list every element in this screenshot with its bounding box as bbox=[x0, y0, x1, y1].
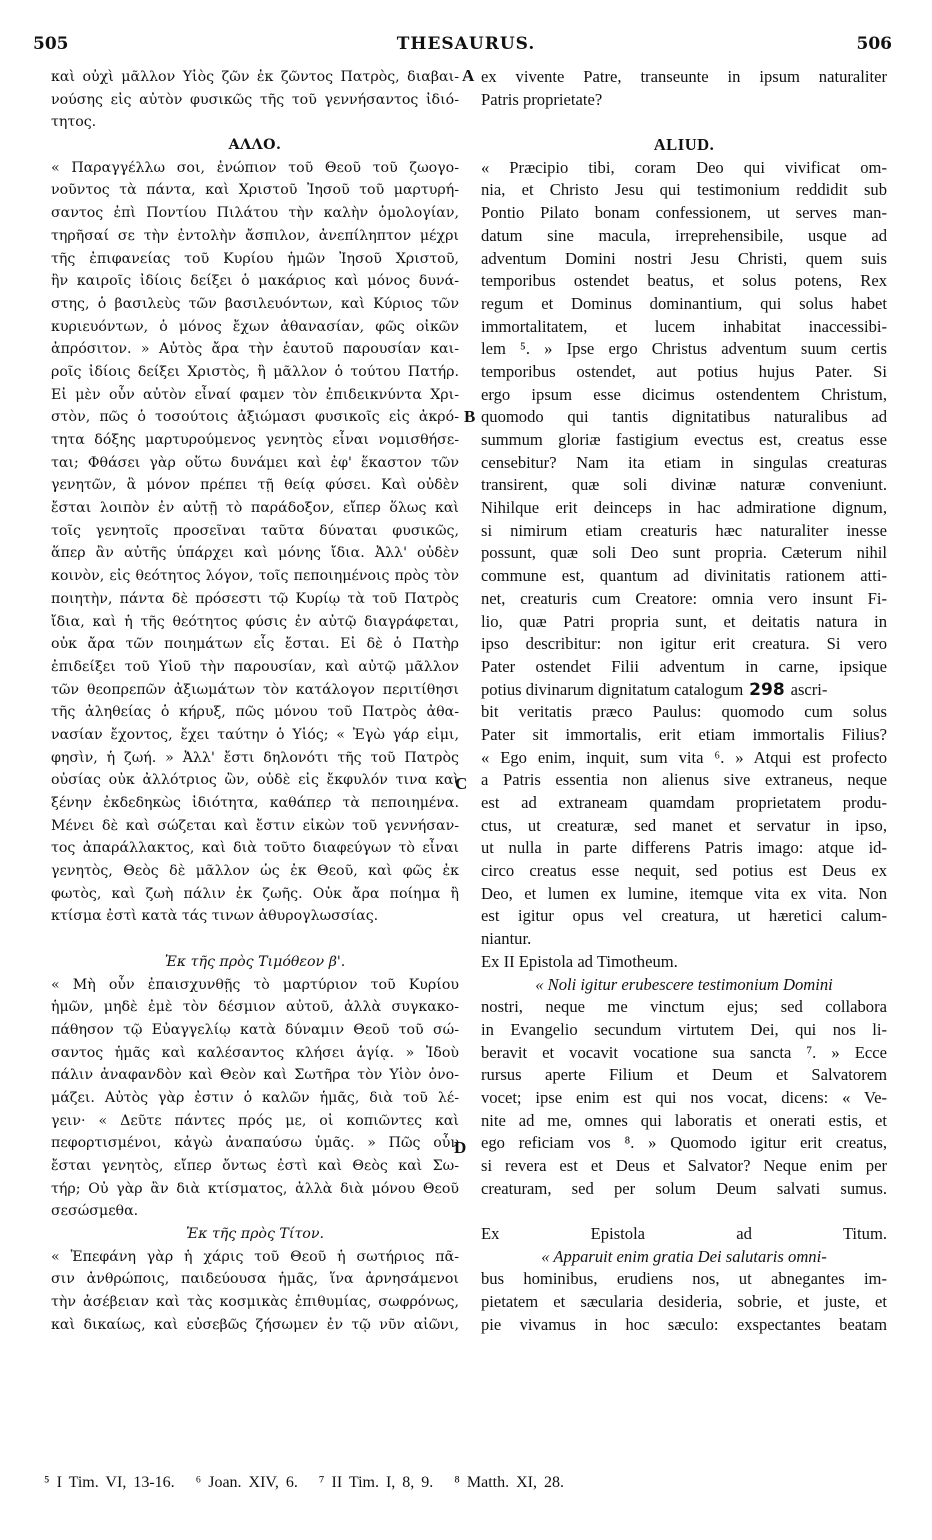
text-line: ex vivente Patre, transeunte in ipsum naturaliter bbox=[481, 67, 887, 86]
text-line: beravit et vocavit vocatione sua sancta ⁷. » Ecce bbox=[481, 1042, 887, 1062]
text-line: adventum Domini nostri Jesu Christi, quem suis bbox=[481, 248, 887, 268]
text-line: niantur. bbox=[481, 929, 532, 949]
text-line: Ἐκ τῆς πρὸς Τιμόθεον β'. bbox=[164, 953, 346, 970]
text-line: τητα δόξης μαρτυρούμενος γενητὸς εἶναι νομισθήσε- bbox=[51, 432, 459, 448]
text-line: Ἐκ τῆς πρὸς Τίτον. bbox=[186, 1226, 324, 1243]
text-line: ἡμῶν, μηδὲ ἐμὲ τὸν δέσμιον αὐτοῦ, ἀλλὰ συγκακο- bbox=[51, 999, 459, 1016]
text-line: τηρῆσαί σε τὴν ἐντολὴν ἄσπιλον, ἀνεπίληπτον μέχρι bbox=[51, 227, 459, 244]
text-line: Deo, et lumen ex lumine, itemque vita ex vita. Non bbox=[481, 883, 887, 903]
margin-marker-a: A bbox=[462, 66, 475, 85]
text-line: creaturam, sed per solum Deum salvati sumus. bbox=[481, 1178, 887, 1198]
text-line: φωτὸς, καὶ ζωὴ πάλιν ἐκ ζωῆς. Οὐκ ἄρα ποίημα ἢ bbox=[51, 885, 459, 902]
page-number-left: 505 bbox=[33, 34, 69, 54]
text-line: Nihilque erit deinceps in hac admiratione dignum, bbox=[481, 498, 887, 518]
latin-column bbox=[481, 66, 887, 1337]
text-line: ergo ipsum esse dicimus ostendentem Christum, bbox=[481, 384, 887, 404]
text-line: net, creaturis cum Creatore: omnia vero insunt Fi- bbox=[481, 588, 887, 608]
margin-marker-d: D bbox=[454, 1138, 467, 1157]
text-line: νοῦντος τὰ πάντα, καὶ Χριστοῦ Ἰησοῦ τοῦ μαρτυρή- bbox=[51, 182, 459, 199]
text-line: πάθησον τῷ Εὐαγγελίῳ κατὰ δύναμιν Θεοῦ τοῦ σώ- bbox=[51, 1021, 459, 1038]
text-line: vocet; ipse enim est qui nos vocat, dicens: « Ve- bbox=[481, 1087, 887, 1107]
text-line: σαντος ἡμᾶς καὶ καλέσαντος κλήσει ἁγίᾳ. » Ἰδοὺ bbox=[51, 1044, 459, 1061]
text-line: nite ad me, omnes qui laboratis et onerati estis, et bbox=[481, 1110, 887, 1130]
text-line: φησὶν, ἡ ζωή. » Ἀλλ' ἔστι δηλονότι τῆς τοῦ Πατρὸς bbox=[51, 749, 459, 766]
text-line: « Ego enim, inquit, sum vita ⁶. » Atqui est profecto bbox=[481, 747, 887, 767]
text-line: « Præcipio tibi, coram Deo qui vivificat om- bbox=[481, 157, 887, 177]
text-line: κτίσμα ἐστὶ κατὰ τάς τινων ἀθυρογλωσσίας. bbox=[51, 908, 379, 925]
text-line: τῆς ἐπιφανείας τοῦ Κυρίου ἡμῶν Ἰησοῦ Χριστοῦ, bbox=[51, 250, 459, 267]
column-number: 298 bbox=[743, 679, 791, 700]
text-line: τοῖς γενητοῖς προσεῖναι ταῦτα δύναται φυσικῶς, bbox=[51, 522, 459, 539]
text-line: μάζει. Αὐτὸς γὰρ ἐστιν ὁ καλῶν ἡμᾶς, διὰ τοῦ λέ- bbox=[51, 1089, 459, 1106]
text-line: in Evangelio secundum virtutem Dei, qui nos li- bbox=[481, 1019, 887, 1039]
text-line: commune est, quantum ad divinitatis rationem atti- bbox=[481, 566, 887, 586]
blank-line bbox=[481, 1200, 887, 1223]
text-line: Pontio Pilato bonam confessionem, ut serves man- bbox=[481, 203, 887, 223]
text-line: ἐπιδείξει τοῦ Υἱοῦ τὴν παρουσίαν, καὶ αὐτῷ μᾶλλον bbox=[51, 658, 459, 675]
text-line: νασίαν ἔχοντος, ἔχει ταύτην ὁ Υἱός; « Ἐγὼ γάρ εἰμι, bbox=[51, 726, 459, 743]
text-line: est igitur opus vel creatura, ut hæretici calum- bbox=[481, 906, 887, 926]
text-line: « Παραγγέλλω σοι, ἐνώπιον τοῦ Θεοῦ τοῦ ζωογο- bbox=[51, 159, 459, 176]
text-line: temporibus ostendet beatus, et solus potens, Rex bbox=[481, 271, 887, 291]
text-line: Pater ostendet Filii adventum in carne, ipsique bbox=[481, 656, 887, 676]
greek-column bbox=[51, 66, 459, 1337]
text-line: regum et Dominus dominantium, qui solus habet bbox=[481, 293, 887, 313]
text-line: ἀπρόσιτον. » Αὐτὸς ἄρα τὴν ἑαυτοῦ παρουσίαν και- bbox=[51, 341, 459, 358]
footnote: ⁸ Matth. XI, 28. bbox=[454, 1474, 564, 1491]
text-line: temporibus ostendet, aut potius hujus Pater. Si bbox=[481, 361, 887, 381]
text-line: pietatem et sæcularia desideria, sobrie, et juste, et bbox=[481, 1292, 887, 1312]
text-line: possunt, quæ soli Deo sunt propria. Cæterum nihil bbox=[481, 543, 887, 563]
text-line: Μένει δὲ καὶ σώζεται καὶ ἔστιν εἰκὼν τοῦ γεννήσαν- bbox=[51, 817, 459, 834]
text-line: ΑΛΛΟ. bbox=[228, 137, 282, 154]
text-line: ἴδια, καὶ ἡ τῆς θεότητος φύσις ἐν αὐτῷ διαγράφεται, bbox=[51, 613, 459, 630]
text-line: στὸν, πῶς ὁ τοσούτοις ἀξιώμασι φυσικοῖς εἰς ἀκρό- bbox=[51, 409, 459, 426]
text-line: « Apparuit enim gratia Dei salutaris omni- bbox=[541, 1246, 827, 1266]
text-line: summum gloriæ fastigium evectus est, creatus esse bbox=[481, 430, 887, 449]
blank-line bbox=[481, 111, 887, 134]
text-line: pie vivamus in hoc sæculo: exspectantes beatam bbox=[481, 1314, 887, 1334]
text-line: ctus, ut creaturæ, sed manet et servatur in ipso, bbox=[481, 815, 887, 835]
text-line: τὴν ἀσέβειαν καὶ τὰς κοσμικὰς ἐπιθυμίας, σωφρόνως, bbox=[51, 1294, 459, 1311]
text-line: τητος. bbox=[51, 114, 97, 131]
text-line: καὶ δικαίως, καὶ εὐσεβῶς ζήσωμεν ἐν τῷ νῦν αἰῶνι, bbox=[51, 1316, 459, 1333]
text-line: καὶ οὐχὶ μᾶλλον Υἱὸς ζῶν ἐκ ζῶντος Πατρὸς, διαβαι- bbox=[51, 69, 459, 85]
text-line: Εἰ μὲν οὖν αὐτὸν εἶναί φαμεν τὸν ἐπιδεικνύντα Χρι- bbox=[51, 386, 459, 403]
text-line: πεφορτισμένοι, κἀγὼ ἀναπαύσω ὑμᾶς. » Πῶς οὖν bbox=[51, 1135, 459, 1152]
text-line: τῶν θεοπρεπῶν ἀξιωμάτων τὸν κατάλογον περιτίθησι bbox=[51, 681, 459, 698]
text-line: Ex II Epistola ad Timotheum. bbox=[481, 951, 678, 971]
text-line: τήρ; Οὐ γὰρ ἂν διὰ κτίσματος, ἀλλὰ διὰ μόνου Θεοῦ bbox=[51, 1180, 459, 1197]
footnote: ⁶ Joan. XIV, 6. bbox=[195, 1474, 298, 1491]
text-line: γειν· « Δεῦτε πάντες πρός με, οἱ κοπιῶντες καὶ bbox=[51, 1112, 459, 1129]
text-line: lio, quæ Patri propria sunt, et deitatis natura in bbox=[481, 611, 887, 631]
footnote: ⁵ I Tim. VI, 13-16. bbox=[44, 1474, 175, 1491]
text-line: ut nulla in parte differens Patris imago: atque id- bbox=[481, 838, 887, 858]
text-line: σεσώσμεθα. bbox=[51, 1203, 139, 1220]
text-line: οὐσίας οὐκ ἀλλότριος ὢν, οὐδὲ εἰς ἔκφυλόν τινα καὶ bbox=[51, 772, 459, 789]
text-line: ἣν καιροῖς ἰδίοις δείξει ὁ μακάριος καὶ μόνος δυνά- bbox=[51, 273, 459, 290]
text-line: censebitur? Nam ita etiam in singulas creaturas bbox=[481, 452, 887, 472]
text-line: γενητὸς, Θεὸς δὲ μᾶλλον ὡς ἐκ Θεοῦ, καὶ φῶς ἐκ bbox=[51, 863, 459, 880]
text-line: quomodo qui tantis dignitatibus naturalibus ad bbox=[481, 407, 887, 427]
text-line: σαντος ἐπὶ Ποντίου Πιλάτου τὴν καλὴν ὁμολογίαν, bbox=[51, 205, 459, 222]
text-line: πάλιν ἀναφανδὸν καὶ Θεὸν καὶ Σωτῆρα τὸν Υἱὸν ὀνο- bbox=[51, 1067, 459, 1084]
text-line: bit veritatis præco Paulus: quomodo cum solus bbox=[481, 702, 887, 722]
text-line: circo creatus esse nequit, sed potius est Deus ex bbox=[481, 861, 887, 881]
text-line: ξένην ἐκδεδηκὼς ἰδιότητα, καθάπερ τὰ πεποιημένα. bbox=[51, 795, 459, 811]
text-line: ego reficiam vos ⁸. » Quomodo igitur erit creatus, bbox=[481, 1133, 887, 1153]
running-title: THESAURUS. bbox=[396, 34, 536, 54]
text-line: « Noli igitur erubescere testimonium Domini bbox=[535, 974, 833, 994]
text-line: οὐκ ἄρα τῶν ποιημάτων εἷς ἔσται. Εἰ δὲ ὁ Πατὴρ bbox=[51, 636, 459, 653]
text-line: datum sine macula, irreprehensibile, usque ad bbox=[481, 225, 887, 245]
text-line: κυριευόντων, ὁ μόνος ἔχων ἀθανασίαν, φῶς οἰκῶν bbox=[51, 318, 459, 335]
text-line: τος ἀπαράλλακτος, καὶ διὰ τοῦτο διαφεύγων τὸ εἶναι bbox=[51, 840, 459, 857]
margin-marker-b: B bbox=[464, 407, 476, 426]
margin-marker-c: C bbox=[455, 774, 468, 793]
text-line: στης, ὁ βασιλεὺς τῶν βασιλευόντων, καὶ Κύριος τῶν bbox=[51, 295, 459, 312]
text-line: lem ⁵. » Ipse ergo Christus adventum suum certis bbox=[481, 339, 887, 359]
text-line: bus hominibus, erudiens nos, ut abnegantes im- bbox=[481, 1269, 887, 1289]
blank-line bbox=[51, 928, 459, 951]
text-line: a Patris essentia non alienus sive extraneus, neque bbox=[481, 770, 887, 790]
text-line: κοινὸν, εἰς θεότητος λόγον, τοῖς πεποιημένοις πρὸς τὸν bbox=[51, 568, 459, 585]
page-header bbox=[0, 34, 932, 58]
text-line: ipso describitur: non igitur erit creatura. Si vero bbox=[481, 634, 887, 654]
text-line: potius divinarum dignitatum catalogum 298 ascri- bbox=[481, 679, 828, 700]
text-line: si nimirum etiam creaturis hæc naturaliter inesse bbox=[481, 520, 887, 540]
text-line: γενητῶν, ἃ μόνον πρέπει τῇ θείᾳ φύσει. Καὶ οὐδὲν bbox=[51, 477, 459, 494]
text-line: « Μὴ οὖν ἐπαισχυνθῇς τὸ μαρτύριον τοῦ Κυρίου bbox=[51, 976, 459, 993]
text-line: τῆς ἀληθείας ὁ κήρυξ, πῶς μόνου τοῦ Πατρὸς ἀθα- bbox=[51, 704, 459, 721]
text-line: Pater sit immortalis, erit etiam immortalis Filius? bbox=[481, 724, 887, 744]
text-line: σιν ἀνθρώποις, παιδεύουσα ἡμᾶς, ἵνα ἀρνησάμενοι bbox=[51, 1271, 459, 1288]
text-line: ροῖς ἰδίοις δείξει Χριστὸς, ἢ μᾶλλον ὁ τούτου Πατήρ. bbox=[51, 363, 459, 380]
text-line: ἅπερ ἂν αὐτῆς ὑπάρχει καὶ μόνης ἴδια. Ἀλλ' οὐδὲν bbox=[51, 545, 459, 562]
text-line: nia, et Christo Jesu qui testimonium reddidit sub bbox=[481, 180, 887, 200]
text-line: Ex Epistola ad Titum. bbox=[481, 1224, 887, 1244]
text-line: ποιητὴν, πάντα δὲ πρόσεστι τῷ Κυρίῳ τὰ τοῦ Πατρὸς bbox=[51, 590, 459, 607]
text-line: immortalitatem, et lucem inhabitat inaccessibi- bbox=[481, 316, 887, 336]
text-line: si revera est et Deus et Salvator? Neque enim per bbox=[481, 1156, 887, 1175]
text-line: Patris proprietate? bbox=[481, 89, 603, 109]
page-number-right: 506 bbox=[856, 34, 892, 54]
footnotes bbox=[44, 1474, 578, 1492]
text-line: νούσης εἰς αὐτὸν φυσικῶς τῆς τοῦ γεννήσαντος ἰδιό- bbox=[51, 91, 459, 108]
hyphenated-word: ascri- bbox=[790, 679, 828, 699]
text-line: est ad extraneam quamdam proprietatem produ- bbox=[481, 793, 887, 812]
text-line: ALIUD. bbox=[653, 135, 715, 155]
text-line: ἔσται γενητὸς, εἴπερ ὄντως ἐστὶ καὶ Θεὸς καὶ Σω- bbox=[51, 1158, 459, 1174]
text-line: ἔσται λοιπὸν ἐν αὐτῇ τὸ παράδοξον, εἴπερ ὅλως καὶ bbox=[51, 500, 459, 517]
text-line: nostri, neque me vinctum ejus; sed collabora bbox=[481, 997, 887, 1017]
footnote: ⁷ II Tim. I, 8, 9. bbox=[318, 1474, 434, 1491]
text-line: transirent, quæ soli divinæ naturæ conveniunt. bbox=[481, 475, 887, 495]
text-line: rursus aperte Filium et Deum et Salvatorem bbox=[481, 1065, 887, 1085]
text-line: « Ἐπεφάνη γὰρ ἡ χάρις τοῦ Θεοῦ ἡ σωτήριος πᾶ- bbox=[51, 1248, 459, 1265]
text-line: ται; Φθάσει γὰρ οὕτω δυνάμει καὶ ἐφ' ἕκαστον τῶν bbox=[51, 454, 459, 471]
